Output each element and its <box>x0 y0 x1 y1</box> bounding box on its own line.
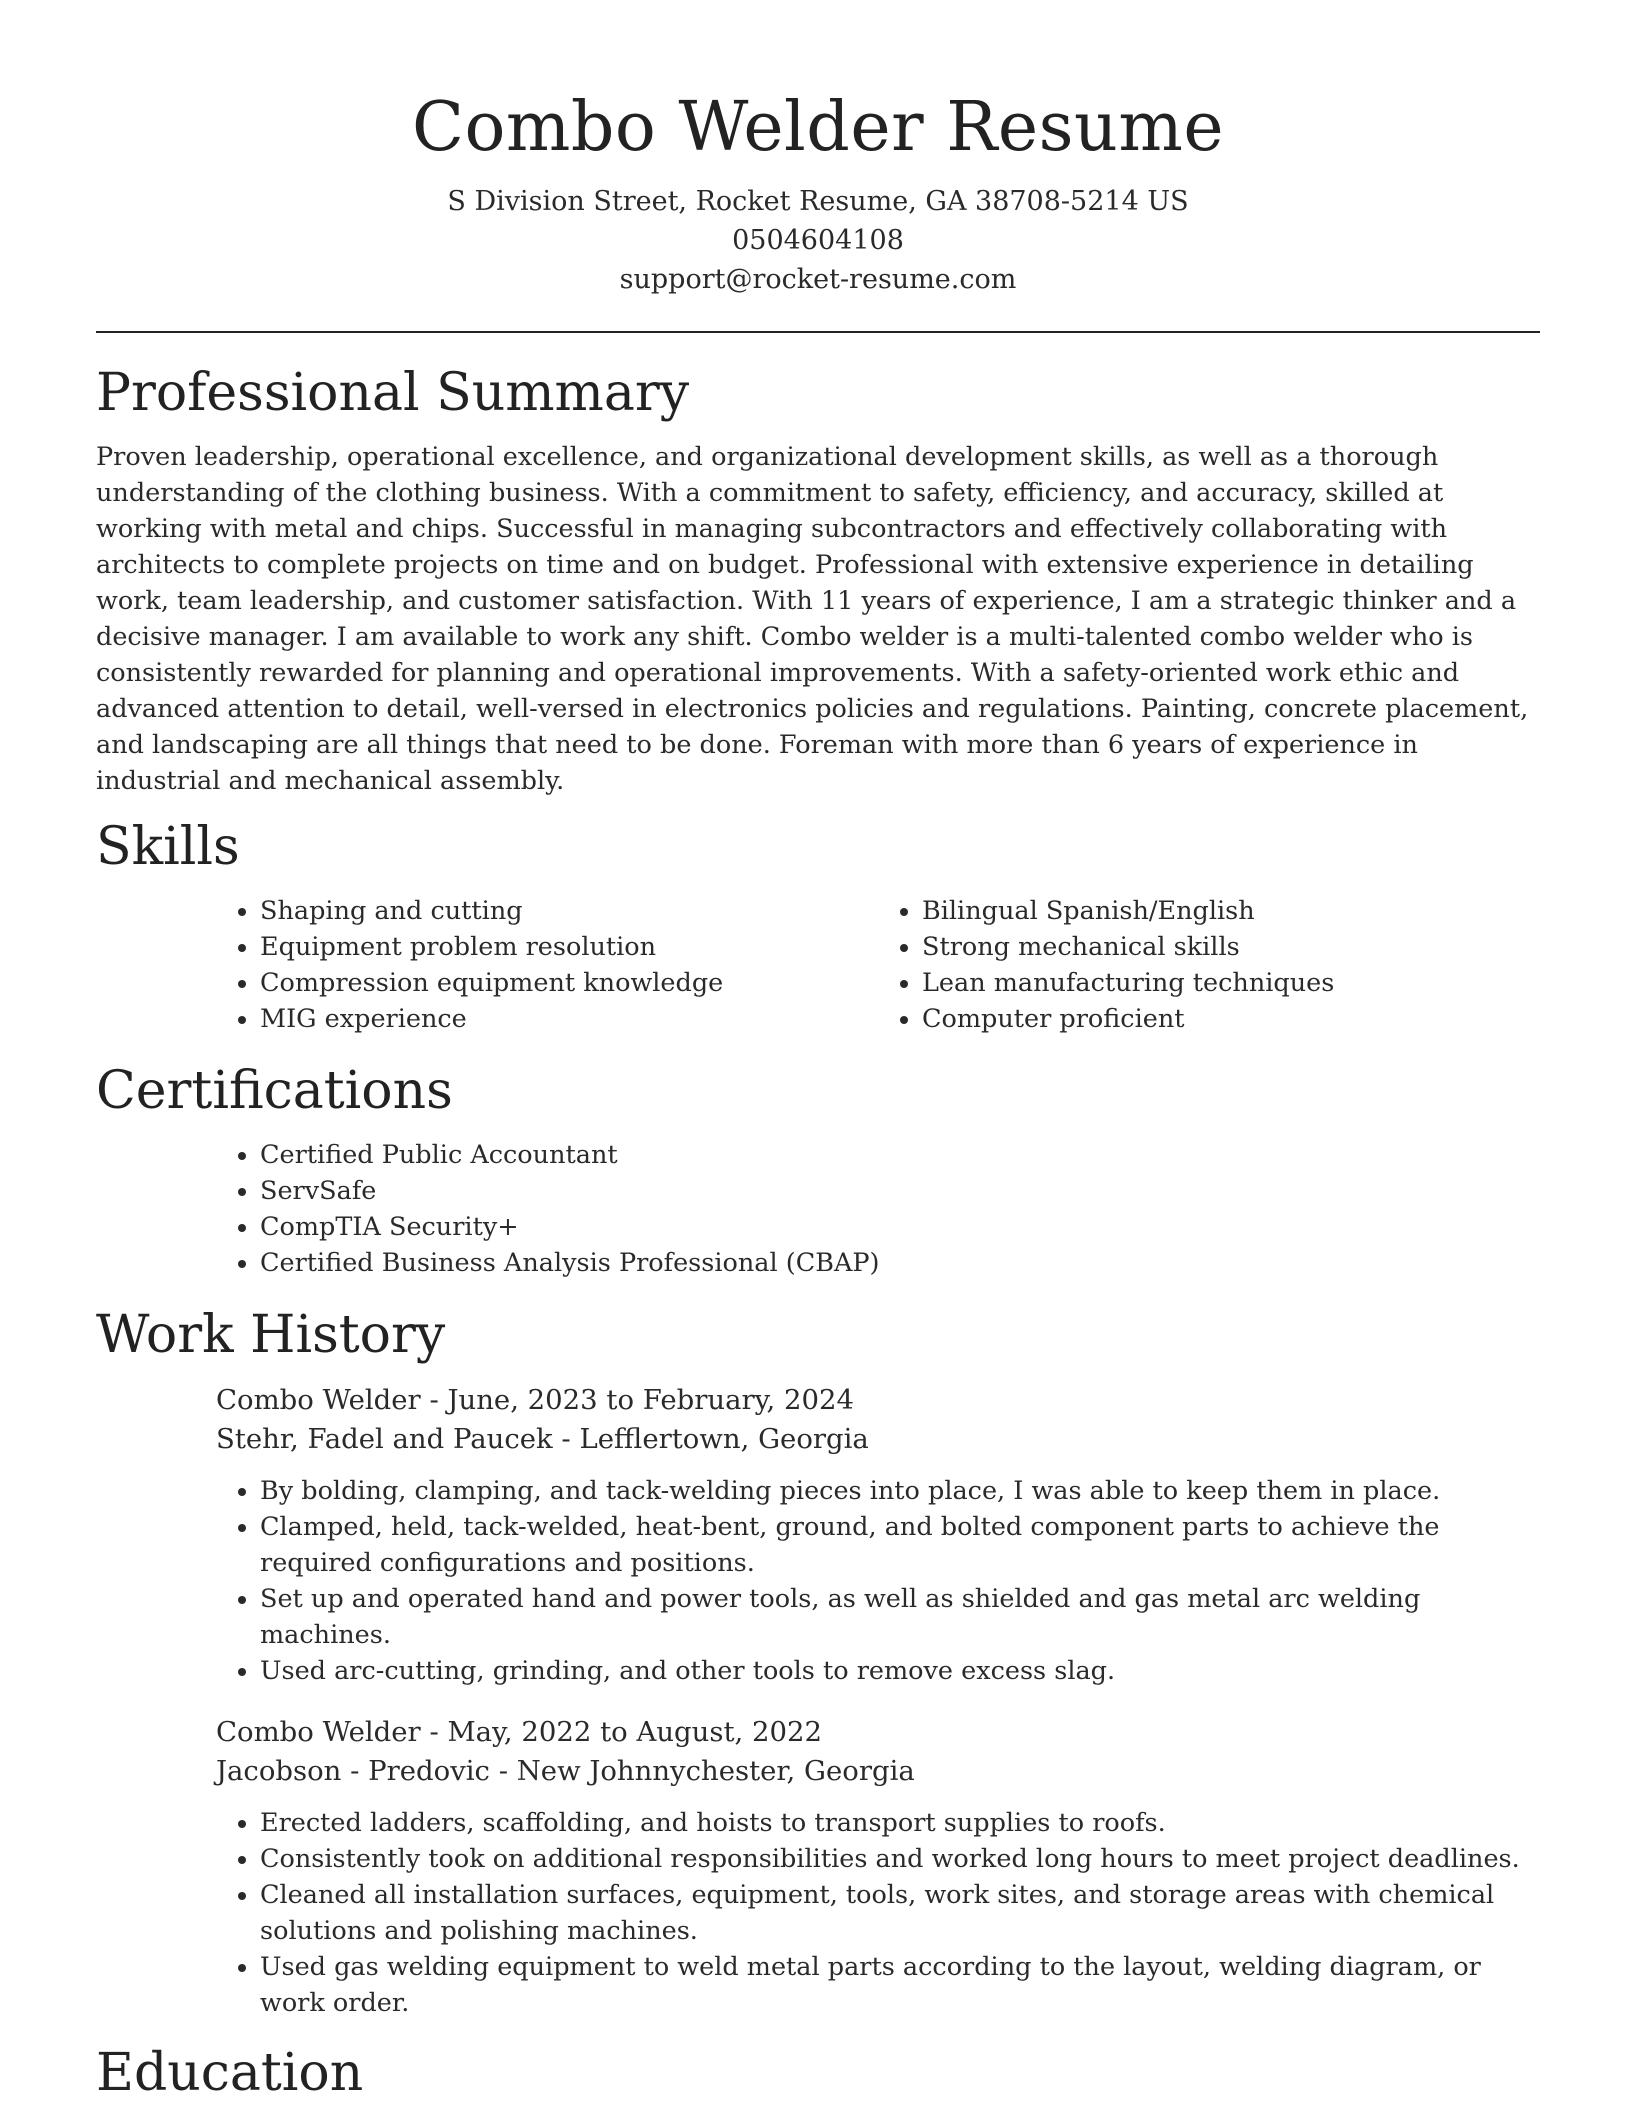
list-item: • Cleaned all installation surfaces, equipment, tools, work sites, and storage areas with chemical solutions and polishing machines. <box>260 1877 1540 1949</box>
header-divider <box>96 331 1540 333</box>
phone: 0504604108 <box>732 225 904 256</box>
work-history-section <box>96 1303 1540 2021</box>
contact-block <box>96 182 1540 299</box>
job-bullets <box>216 1473 1540 1689</box>
job-location: - New Johnnychester, Georgia <box>489 1755 915 1787</box>
certifications-section <box>96 1059 1540 1281</box>
list-item: • Used arc-cutting, grinding, and other tools to remove excess slag. <box>260 1653 1540 1689</box>
job-company-line <box>216 1752 1540 1791</box>
summary-heading: Professional Summary <box>96 363 690 423</box>
email: support@rocket-resume.com <box>619 264 1017 295</box>
list-item: • MIG experience <box>260 1001 878 1037</box>
job-dates: - May, 2022 to August, 2022 <box>420 1716 822 1748</box>
skills-heading: Skills <box>96 817 240 877</box>
certifications-heading: Certifications <box>96 1061 453 1121</box>
list-item: • Computer proficient <box>922 1001 1540 1037</box>
page-title: Combo Welder Resume <box>411 88 1225 167</box>
education-heading: Education <box>96 2043 364 2103</box>
list-item: • Clamped, held, tack-welded, heat-bent, ground, and bolted component parts to achieve the required configurations and positions. <box>260 1509 1540 1581</box>
skills-section <box>96 815 1540 1037</box>
list-item: • Used gas welding equipment to weld metal parts according to the layout, welding diagram, or work order. <box>260 1949 1540 2021</box>
list-item: • Compression equipment knowledge <box>260 965 878 1001</box>
job-company: Jacobson - Predovic <box>216 1755 490 1787</box>
job-dates: - June, 2023 to February, 2024 <box>420 1384 854 1416</box>
certifications-list <box>216 1137 1540 1281</box>
job-title: Combo Welder <box>216 1384 421 1416</box>
list-item: • By bolding, clamping, and tack-welding pieces into place, I was able to keep them in place. <box>260 1473 1540 1509</box>
skills-list-right <box>878 893 1540 1037</box>
job-entry <box>216 1713 1540 2021</box>
list-item: • Equipment problem resolution <box>260 929 878 965</box>
list-item: • Bilingual Spanish/English <box>922 893 1540 929</box>
job-location: - Lefflertown, Georgia <box>552 1423 869 1455</box>
list-item: • Shaping and cutting <box>260 893 878 929</box>
list-item: • Certified Public Accountant <box>260 1137 1540 1173</box>
job-entry <box>216 1381 1540 1689</box>
list-item: • Strong mechanical skills <box>922 929 1540 965</box>
list-item: • Set up and operated hand and power tools, as well as shielded and gas metal arc welding machines. <box>260 1581 1540 1653</box>
job-bullets <box>216 1805 1540 2021</box>
summary-text: Proven leadership, operational excellence, and organizational development skills, as well as a thorough understanding of the clothing business. With a commitment to safety, efficiency, and accuracy, skilled at working with metal and chips. Successful in managing subcontractors and effectively collaborating with architects to complete projects on time and on budget. Professional with extensive experience in detailing work, team leadership, and customer satisfaction. With 11 years of experience, I am a strategic thinker and a decisive manager. I am available to work any shift. Combo welder is a multi-talented combo welder who is consistently rewarded for planning and operational improvements. With a safety-oriented work ethic and advanced attention to detail, well-versed in electronics policies and regulations. Painting, concrete placement, and landscaping are all things that need to be done. Foreman with more than 6 years of experience in industrial and mechanical assembly. <box>96 442 1529 796</box>
resume-page <box>96 0 1540 2105</box>
address: S Division Street, Rocket Resume, GA 38708-5214 US <box>447 186 1189 217</box>
list-item: • Erected ladders, scaffolding, and hoists to transport supplies to roofs. <box>260 1805 1540 1841</box>
skills-list-left <box>216 893 878 1037</box>
summary-section <box>96 361 1540 799</box>
job-title: Combo Welder <box>216 1716 421 1748</box>
job-company-line <box>216 1420 1540 1459</box>
education-section <box>96 2041 1540 2105</box>
work-history-heading: Work History <box>96 1305 446 1365</box>
job-title-line <box>216 1713 1540 1752</box>
list-item: • Certified Business Analysis Professional (CBAP) <box>260 1245 1540 1281</box>
resume-header <box>96 0 1540 299</box>
job-company: Stehr, Fadel and Paucek <box>216 1423 553 1455</box>
list-item: • Consistently took on additional responsibilities and worked long hours to meet project deadlines. <box>260 1841 1540 1877</box>
list-item: • CompTIA Security+ <box>260 1209 1540 1245</box>
list-item: • Lean manufacturing techniques <box>922 965 1540 1001</box>
skills-columns <box>216 893 1540 1037</box>
job-title-line <box>216 1381 1540 1420</box>
list-item: • ServSafe <box>260 1173 1540 1209</box>
